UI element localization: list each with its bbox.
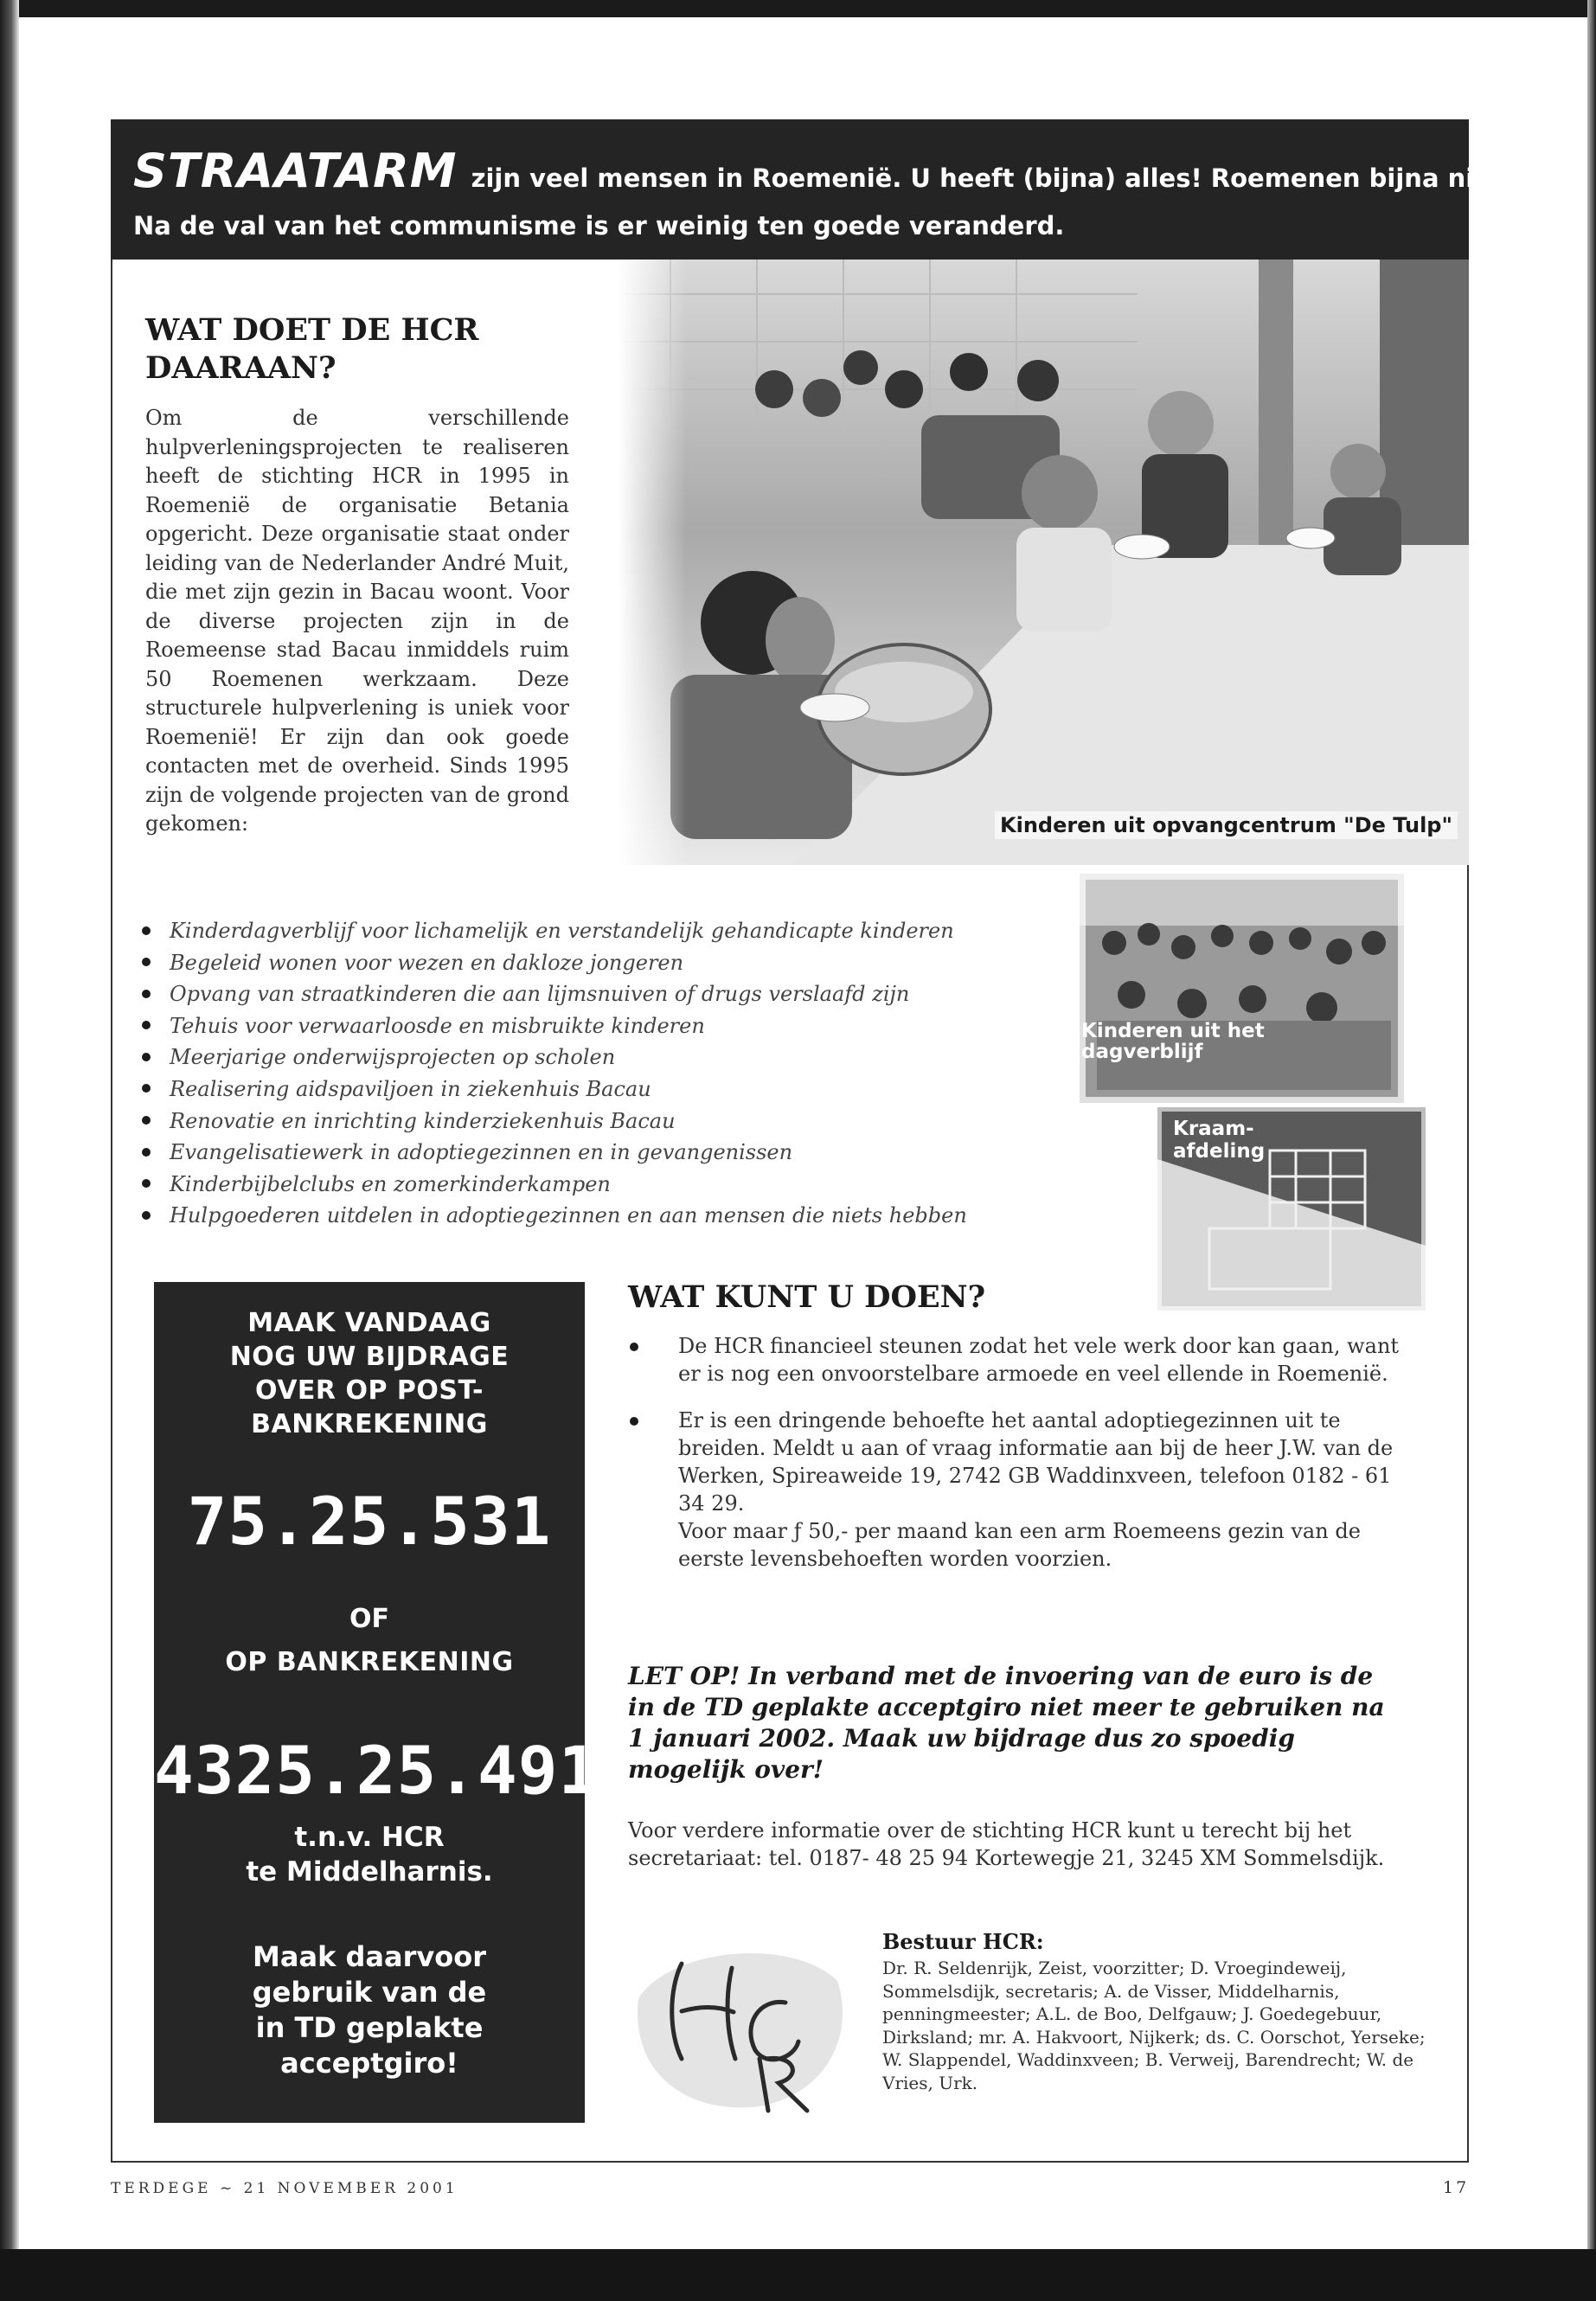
account-holder-line: t.n.v. HCR	[294, 1822, 445, 1853]
acceptgiro-tip	[154, 1939, 585, 2081]
bullet-icon	[142, 1053, 151, 1061]
caption-line: afdeling	[1173, 1140, 1266, 1163]
list-item	[138, 1042, 967, 1074]
list-item	[138, 978, 967, 1010]
account-holder	[154, 1820, 585, 1889]
bullet-icon	[142, 1116, 151, 1125]
bullet-icon	[142, 1211, 151, 1220]
donation-line: NOG UW BIJDRAGE	[229, 1342, 510, 1372]
bullet-icon	[142, 1021, 151, 1029]
contact-info: Voor verdere informatie over de stichting HCR kunt u terecht bij het secretariaat: tel. 0187- 48 25 94 Kortewegje 21, 3245 XM Sommelsdijk.	[628, 1818, 1385, 1870]
scan-edge-right	[1587, 0, 1596, 2301]
caption-line: Kinderen uit het	[1081, 1020, 1265, 1042]
project-text: Evangelisatiewerk in adoptiegezinnen en in gevangenissen	[170, 1140, 793, 1165]
project-list	[138, 915, 967, 1232]
caption-line: Kraam-	[1173, 1118, 1254, 1140]
board-members: Dr. R. Seldenrijk, Zeist, voorzitter; D. Vroegindeweij, Sommelsdijk, secretaris; A. de Visser, Middelharnis, penningmeester; A.L. de Boo, Delfgauw; J. Goedegebuur, Dirksland; mr. A. Hakvoort, Nijkerk; ds. C. Oorschot, Yerseke; W. Slappendel, Waddinxveen; B. Verweij, Barendrecht; W. de Vries, Urk.	[882, 1958, 1426, 2093]
donation-instruction	[154, 1306, 585, 1441]
bullet-icon	[142, 958, 151, 966]
board-heading: Bestuur HCR:	[882, 1929, 1044, 1954]
tip-line: gebruik van de	[252, 1976, 487, 2009]
headline-line-2: Na de val van het communisme is er weinig ten goede veranderd.	[133, 211, 1065, 240]
bullet-icon	[142, 926, 151, 935]
project-text: Opvang van straatkinderen die aan lijmsnuiven of drugs verslaafd zijn	[170, 982, 910, 1007]
euro-notice-lead: LET OP!	[628, 1662, 740, 1690]
hcr-logo	[621, 1929, 855, 2119]
bullet-icon	[630, 1343, 638, 1351]
footer-page-number: 17	[1443, 2178, 1470, 2197]
bank-account-number: 4325.25.491	[154, 1732, 599, 1809]
account-holder-line: te Middelharnis.	[246, 1856, 493, 1888]
scan-edge-top	[0, 0, 1596, 17]
list-item	[138, 947, 967, 979]
list-item	[138, 1169, 967, 1201]
list-item	[138, 1074, 967, 1106]
scan-edge-bottom	[0, 2249, 1596, 2301]
bullet-icon	[142, 1148, 151, 1157]
photo-day-care	[1080, 874, 1404, 1103]
photo-caption-maternity	[1173, 1118, 1265, 1163]
donation-line: BANKREKENING	[251, 1409, 488, 1439]
action-text: Er is een dringende behoefte het aantal adoptiegezinnen uit te breiden. Meldt u aan of vraag informatie aan bij de heer J.W. van de Werken, Spireaweide 19, 2742 GB Waddinxveen, telefoon 0182 - 61 34 29.	[678, 1408, 1394, 1516]
what-can-you-do-heading: WAT KUNT U DOEN?	[628, 1279, 986, 1315]
project-text: Kinderbijbelclubs en zomerkinderkampen	[170, 1171, 611, 1196]
project-text: Renovatie en inrichting kinderziekenhuis Bacau	[170, 1108, 676, 1133]
list-item	[138, 1137, 967, 1169]
action-text: De HCR financieel steunen zodat het vele werk door kan gaan, want er is nog een onvoorstelbare armoede en veel ellende in Roemenië.	[678, 1334, 1400, 1386]
list-item	[138, 915, 967, 947]
project-text: Realisering aidspaviljoen in ziekenhuis Bacau	[170, 1076, 651, 1101]
headline-banner	[111, 119, 1530, 260]
caption-line: dagverblijf	[1081, 1041, 1203, 1063]
tip-line: acceptgiro!	[280, 2047, 458, 2080]
bullet-icon	[142, 990, 151, 998]
photo-children-table	[619, 260, 1469, 865]
photo-caption-de-tulp: Kinderen uit opvangcentrum "De Tulp"	[995, 811, 1458, 839]
tip-line: in TD geplakte	[255, 2011, 484, 2044]
intro-heading: WAT DOET DE HCR DAARAAN?	[145, 312, 479, 386]
donation-box	[154, 1282, 599, 2123]
bullet-icon	[142, 1179, 151, 1188]
list-item	[628, 1407, 1424, 1573]
footer-publication: TERDEGE ~ 21 NOVEMBER 2001	[111, 2180, 458, 2197]
headline-line-1-rest: zijn veel mensen in Roemenië. U heeft (bijna) alles! Roemenen bijna niets!	[471, 163, 1530, 193]
headline-brand: STRAATARM	[133, 144, 458, 198]
intro-text: Om de verschillende hulpverleningsprojecten te realiseren heeft de stichting HCR in 1995 in Roemenië de organisatie Betania opgericht. Deze organisatie staat onder leiding van de Nederlander André Muit, die met zijn gezin in Bacau woont. Voor de diverse projecten zijn in de Roemeense stad Bacau inmiddels ruim 50 Roemenen werkzaam. Deze structurele hulpverlening is uniek voor Roemenië! Er zijn dan ook goede contacten met de overheid. Sinds 1995 zijn de volgende projecten van de grond gekomen:	[145, 406, 569, 836]
list-item	[138, 1010, 967, 1042]
or-label: OF	[349, 1604, 389, 1634]
project-text: Meerjarige onderwijsprojecten op scholen	[170, 1045, 616, 1070]
action-list	[628, 1332, 1424, 1592]
list-item	[138, 1200, 967, 1232]
project-text: Kinderdagverblijf voor lichamelijk en verstandelijk gehandicapte kinderen	[170, 919, 954, 943]
list-item	[628, 1332, 1424, 1388]
list-item	[138, 1106, 967, 1138]
project-text: Tehuis voor verwaarloosde en misbruikte kinderen	[170, 1013, 705, 1038]
donation-line: OVER OP POST-	[255, 1375, 484, 1406]
photo-caption-day-care	[1081, 1021, 1265, 1062]
donation-line: MAAK VANDAAG	[247, 1308, 491, 1338]
bank-account-label: OP BANKREKENING	[225, 1647, 514, 1677]
scan-edge-left	[0, 0, 19, 2301]
project-text: Begeleid wonen voor wezen en dakloze jongeren	[170, 950, 684, 975]
euro-notice-text: In verband met de invoering van de euro is de in de TD geplakte acceptgiro niet meer te gebruiken na 1 januari 2002. Maak uw bijdrage dus zo spoedig mogelijk over!	[628, 1662, 1385, 1784]
project-text: Hulpgoederen uitdelen in adoptiegezinnen en aan mensen die niets hebben	[170, 1203, 967, 1228]
tip-line: Maak daarvoor	[253, 1940, 486, 1973]
euro-notice	[628, 1661, 1407, 1785]
action-text-extra: Voor maar ƒ 50,- per maand kan een arm Roemeens gezin van de eerste levensbehoeften worden voorzien.	[678, 1519, 1361, 1571]
headline-line-1	[133, 144, 1529, 198]
bullet-icon	[630, 1417, 638, 1426]
bullet-icon	[142, 1084, 151, 1093]
postbank-account-number: 75.25.531	[187, 1483, 552, 1560]
